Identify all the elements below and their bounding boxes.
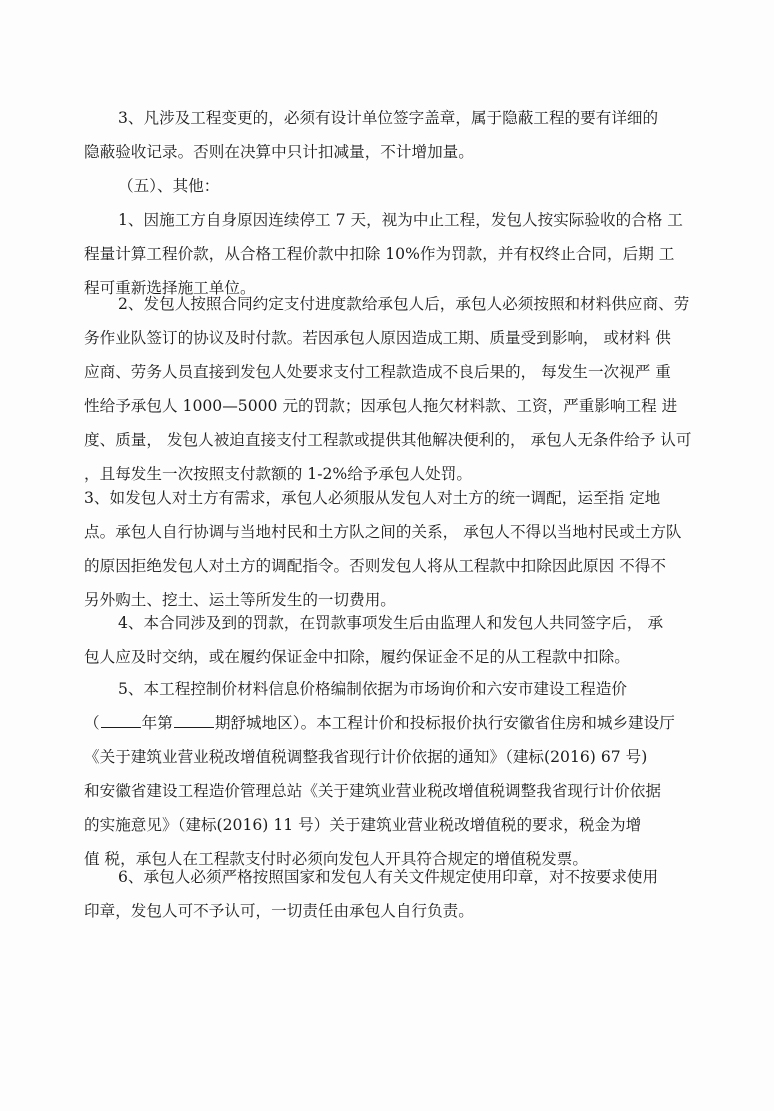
text-line: 务作业队签订的协议及时付款。若因承包人原因造成工期、质量受到影响， 或材料 供 [84,329,671,347]
text-line: 6、承包人必须严格按照国家和发包人有关文件规定使用印章，对不按要求使用 [118,868,659,886]
text-line: 4、本合同涉及到的罚款，在罚款事项发生后由监理人和发包人共同签字后， 承 [118,614,664,632]
text-line: 隐蔽验收记录。否则在决算中只计扣减量，不计增加量。 [84,143,474,161]
text-line: 3、如发包人对土方有需求，承包人必须服从发包人对土方的统一调配，运至指 定地 [84,489,661,507]
text-line: 点。承包人自行协调与当地村民和土方队之间的关系， 承包人不得以当地村民或土方队 [84,523,682,541]
text-line: （五）、其他： [118,177,220,195]
paragraph-clause-6 [84,860,659,928]
text-line: 3、凡涉及工程变更的，必须有设计单位签字盖章，属于隐蔽工程的要有详细的 [118,109,659,127]
text-line: 程可重新选择施工单位。 [84,279,256,297]
text-line: 应商、劳务人员直接到发包人处要求支付工程款造成不良后果的， 每发生一次视严 重 [84,363,671,381]
text-line: 的实施意见》（建标(2016) 11 号）关于建筑业营业税改增值税的要求，税金为增 [84,816,642,834]
period-blank [174,709,214,728]
text-line: 1、因施工方自身原因连续停工 7 天，视为中止工程，发包人按实际验收的合格 工 [118,211,683,229]
paragraph-clause-3 [84,481,682,617]
text-line: 《关于建筑业营业税改增值税调整我省现行计价依据的通知》（建标(2016) 67 号) [84,748,648,766]
year-blank [101,709,141,728]
text-line: 另外购土、挖土、运土等所发生的一切费用。 [84,591,396,609]
text-line: 包人应及时交纳，或在履约保证金中扣除，履约保证金不足的从工程款中扣除。 [84,648,630,666]
text-line: 5、本工程控制价材料信息价格编制依据为市场询价和六安市建设工程造价 [118,680,627,698]
text-line: 的原因拒绝发包人对土方的调配指令。否则发包人将从工程款中扣除因此原因 不得不 [84,557,666,575]
text-line: 和安徽省建设工程造价管理总站《关于建筑业营业税改增值税调整我省现行计价依据 [84,782,661,800]
period-label: 期舒城地区）。本工程计价和投标报价执行安徽省住房和城乡建设厅 [214,714,675,732]
paragraph-change-clause [84,101,659,169]
paragraph-clause-4 [84,606,664,674]
section-heading-other [118,169,219,203]
year-label: 年第 [141,714,173,732]
text-line: 程量计算工程价款，从合格工程价款中扣除 10%作为罚款，并有权终止合同，后期 工 [84,245,675,263]
fill-line [84,706,675,740]
text-line: ，且每发生一次按照支付款额的 1-2%给予承包人处罚。 [84,465,472,483]
text-line: 值 税，承包人在工程款支付时必须向发包人开具符合规定的增值税发票。 [84,850,588,868]
text-line: 性给予承包人 1000—5000 元的罚款；因承包人拖欠材料款、工资，严重影响工程 进 [84,397,678,415]
text-line: 2、发包人按照合同约定支付进度款给承包人后，承包人必须按照和材料供应商、劳 [118,295,690,313]
text-line: 度、质量， 发包人被迫直接支付工程款或提供其他解决便利的， 承包人无条件给予 认可 [84,431,692,449]
paragraph-clause-5 [84,672,675,876]
open-paren: （ [84,714,100,732]
text-line: 印章，发包人可不予认可，一切责任由承包人自行负责。 [84,902,474,920]
